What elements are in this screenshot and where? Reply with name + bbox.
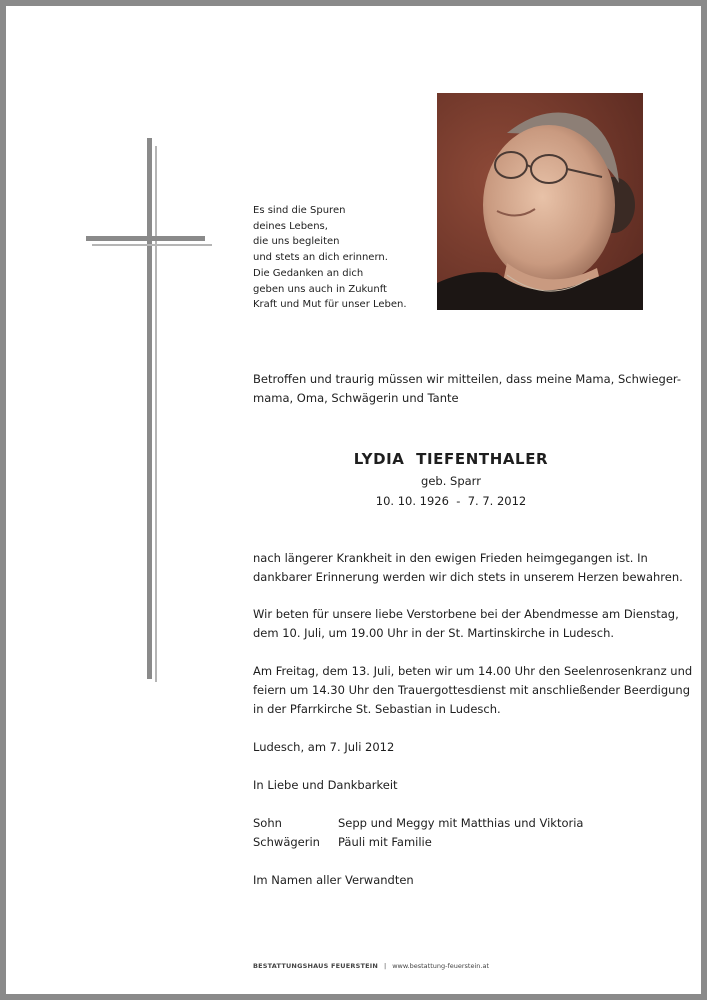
poem-line: Es sind die Spuren — [253, 205, 346, 216]
paragraph-line: in der Pfarrkirche St. Sebastian in Ludesch. — [253, 702, 501, 716]
poem-line: und stets an dich erinnern. — [253, 252, 388, 264]
poem-line: die uns begleiten — [253, 236, 340, 248]
footer — [253, 962, 489, 970]
paragraph-evening-mass — [253, 605, 679, 643]
relative-row — [253, 833, 583, 852]
paragraph-funeral — [253, 662, 692, 719]
cross-icon-vertical-line — [155, 146, 157, 682]
intro-line: mama, Oma, Schwägerin und Tante — [253, 391, 459, 405]
paragraph-line: dankbarer Erinnerung werden wir dich stets in unserem Herzen bewahren. — [253, 570, 683, 584]
intro-line: Betroffen und traurig müssen wir mitteilen, dass meine Mama, Schwieger- — [253, 372, 682, 386]
paragraph-line: Am Freitag, dem 13. Juli, beten wir um 14.00 Uhr den Seelenrosenkranz und — [253, 664, 693, 678]
place-date: Ludesch, am 7. Juli 2012 — [253, 740, 395, 754]
portrait-photo — [437, 93, 643, 310]
cross-icon-horizontal-line — [92, 244, 212, 246]
relative-role: Schwägerin — [253, 835, 320, 849]
closing-text: In Liebe und Dankbarkeit — [253, 778, 398, 792]
final-line: Im Namen aller Verwandten — [253, 873, 414, 887]
funeral-home-website: www.bestattung-feuerstein.at — [392, 962, 490, 970]
deceased-name: LYDIA TIEFENTHALER — [353, 450, 549, 468]
paragraph-line: Wir beten für unsere liebe Verstorbene bei der Abendmesse am Dienstag, — [253, 607, 679, 621]
cross-icon-horizontal-bar — [86, 236, 205, 241]
relative-role: Sohn — [253, 816, 282, 830]
life-dates: 10. 10. 1926 - 7. 7. 2012 — [375, 494, 527, 508]
relative-names: Sepp und Meggy mit Matthias und Viktoria — [338, 816, 584, 830]
paragraph-line: nach längerer Krankheit in den ewigen Frieden heimgegangen ist. In — [253, 551, 648, 565]
poem-line: Die Gedanken an dich — [253, 267, 364, 279]
paragraph-passing — [253, 549, 683, 587]
relatives-list — [253, 814, 583, 852]
paragraph-line: dem 10. Juli, um 19.00 Uhr in der St. Martinskirche in Ludesch. — [253, 626, 615, 640]
cross-icon-vertical-bar — [147, 138, 152, 679]
poem-line: geben uns auch in Zukunft — [253, 283, 387, 295]
maiden-name: geb. Sparr — [421, 474, 481, 488]
intro-text — [253, 370, 681, 408]
relative-row — [253, 814, 583, 833]
footer-separator: | — [384, 962, 387, 970]
paragraph-line: feiern um 14.30 Uhr den Trauergottesdienst mit anschließender Beerdigung — [253, 683, 690, 697]
funeral-home-name: BESTATTUNGSHAUS FEUERSTEIN — [253, 962, 378, 970]
relative-names: Päuli mit Familie — [338, 835, 432, 849]
poem-line: Kraft und Mut für unser Leben. — [253, 299, 407, 311]
poem-line: deines Lebens, — [253, 220, 328, 232]
poem — [253, 203, 407, 313]
